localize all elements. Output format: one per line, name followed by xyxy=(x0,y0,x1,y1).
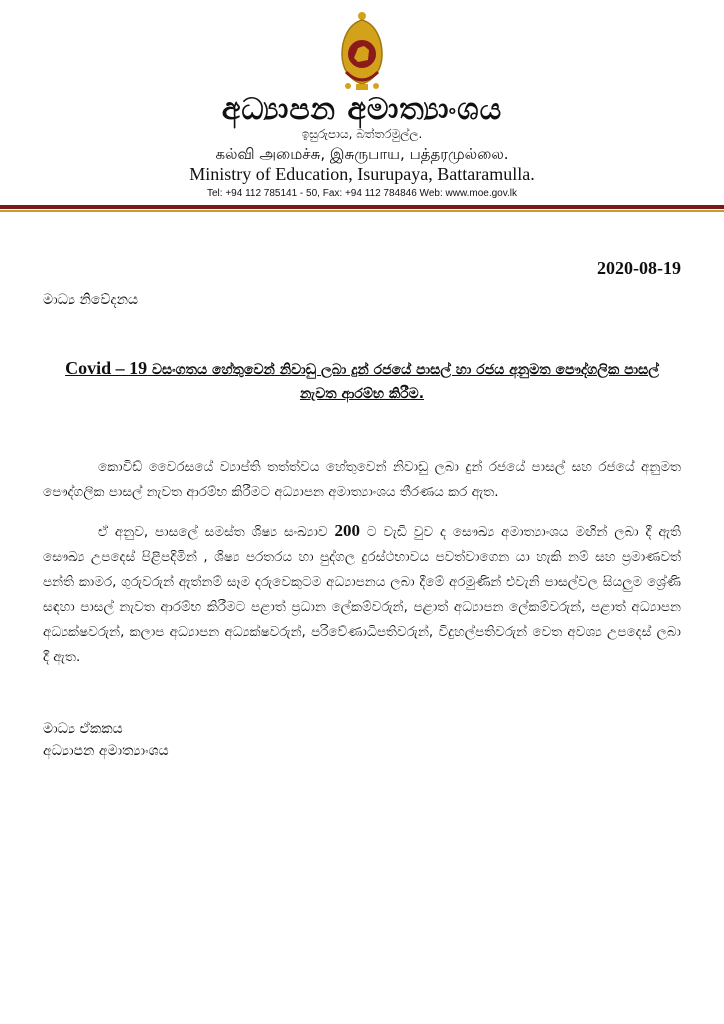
signature-block xyxy=(43,718,169,762)
document-title xyxy=(60,356,664,406)
ministry-address-sinhala: ඉසුරුපාය, බත්තරමුල්ල. xyxy=(301,127,423,141)
header-divider-gold xyxy=(0,210,724,212)
paragraph-2-part-a: ඒ අනුව, පාසලේ සමස්ත ශිෂ්‍ය සංඛ්‍යාව xyxy=(98,524,335,540)
paragraph-2-part-b: ට වැඩි වුව ද සෞඛ්‍ය අමාත්‍යාංශය මඟින් ලබා දී ඇති සෞඛ්‍ය උපදෙස් පිළිපදිමින් , ශිෂ්‍ය පරතරය හා පුද්ගල දුරස්ථභාවය පවත්වාගෙන යා හැකි නම් සහ ප්‍රමාණවත් පන්ති කාමර, ගුරුවරුන් ඇත්නම් සෑම දරුවෙකුටම අධ්‍යාපනය ලබා දීමේ අරමුණින් එවැනි පාසල්වල සියලුම ශ්‍රේණි සඳහා පාසල් නැවත ආරම්භ කිරීමට පළාත් ප්‍රධාන ලේකම්වරුන්, පළාත් අධ්‍යාපන ලේකම්වරුන්, පළාත් අධ්‍යාපන අධ්‍යක්ෂවරුන්, කලාප අධ්‍යාපන අධ්‍යක්ෂවරුන්, පරිවේණාධිපතිවරුන්, විදුහල්පතිවරුන් වෙත අවශ්‍ය උපදෙස් ලබා දී ඇත. xyxy=(43,524,681,665)
paragraph-1: කොවිඩ් වෛරසයේ ව්‍යාප්ති තත්ත්වය හේතුවෙන් නිවාඩු ලබා දුන් රජයේ පාසල් සහ රජයේ අනුමත පෞද්ගලික පාසල් නැවත ආරම්භ කිරීමට අධ්‍යාපන අමාත්‍යාංශය තීරණය කර ඇත. xyxy=(43,459,681,500)
header-divider-dark xyxy=(0,205,724,209)
title-covid: Covid – 19 xyxy=(65,358,148,378)
paragraph-2 xyxy=(43,518,681,670)
document-date: 2020-08-19 xyxy=(597,258,681,278)
ministry-name-sinhala: අධ්‍යාපන අමාත්‍යාංශය xyxy=(221,92,503,127)
ministry-name-english: Ministry of Education, Isurupaya, Battaramulla. xyxy=(189,164,535,184)
sri-lanka-emblem-icon xyxy=(334,10,390,94)
student-count: 200 xyxy=(334,521,360,540)
signature-line-2: අධ්‍යාපන අමාත්‍යාංශය xyxy=(43,743,169,759)
signature-line-1: මාධ්‍ය ඒකකය xyxy=(43,721,123,737)
document-type-label: මාධ්‍ය නිවේදනය xyxy=(43,292,139,308)
ministry-contact-line: Tel: +94 112 785141 - 50, Fax: +94 112 784846 Web: www.moe.gov.lk xyxy=(206,188,517,199)
title-text: වසංගතය හේතුවෙන් නිවාඩු ලබා දුන් රජයේ පාසල් හා රජය අනුමත පෞද්ගලික පාසල් නැවත ආරම්භ කිරීම. xyxy=(147,362,659,402)
ministry-name-tamil: கல்வி அமைச்சு, இசுருபாய, பத்தரமுல்லை. xyxy=(215,145,509,163)
